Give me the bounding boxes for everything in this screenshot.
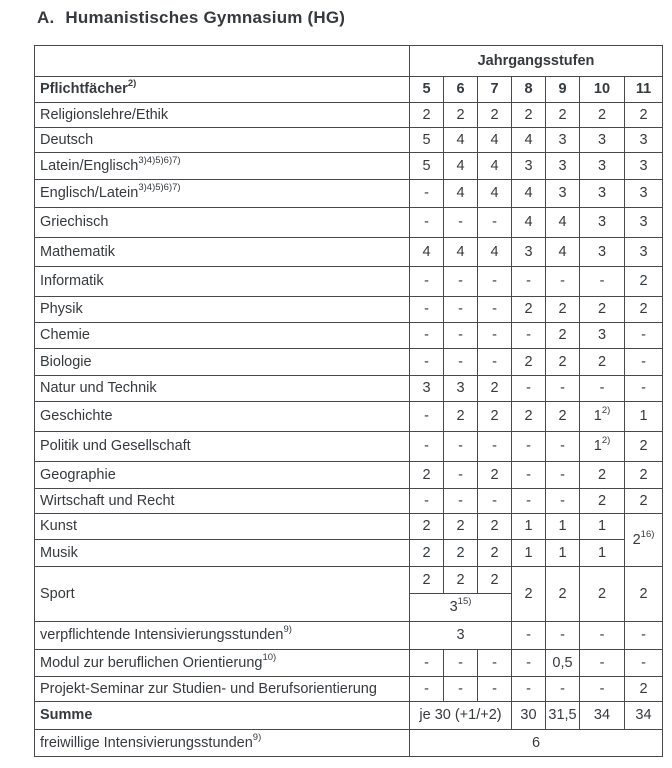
footnote-sup: 9) [283, 624, 292, 636]
footnote-sup: 9) [252, 731, 262, 743]
subject-label: verpflichtende Intensivierungsstunden$^{9)}$ [35, 622, 410, 650]
hours-cell: 2 [478, 462, 512, 489]
hours-cell: 2 [478, 540, 512, 567]
hours-cell: 4 [478, 153, 512, 180]
grade-header: 8 [512, 77, 546, 103]
hours-cell: 2 [512, 103, 546, 128]
hours-cell: - [512, 650, 546, 677]
hours-cell: 5 [410, 153, 444, 180]
hours-cell: - [410, 323, 444, 349]
hours-cell: 2 [546, 103, 580, 128]
hours-cell: 2 [580, 462, 625, 489]
hours-cell: 1 [546, 514, 580, 540]
grade-header: 7 [478, 77, 512, 103]
hours-cell: 2 [478, 376, 512, 402]
hours-cell: - [478, 650, 512, 677]
merged-hours-cell: je 30 (+1/+2) [410, 702, 512, 730]
table-row [35, 349, 663, 376]
hours-cell: - [410, 180, 444, 208]
hours-cell: 4 [512, 128, 546, 153]
subject-label: Deutsch [35, 128, 410, 153]
hours-cell: 3 [444, 376, 478, 402]
hours-cell: 2 [580, 103, 625, 128]
hours-cell: 2 [625, 489, 663, 514]
merged-hours-cell: 6 [410, 730, 663, 757]
hours-cell: - [444, 208, 478, 238]
table-row [35, 297, 663, 323]
grade-header: 6 [444, 77, 478, 103]
summe-label: Summe [35, 702, 410, 730]
hours-cell: - [512, 489, 546, 514]
merged-hours-cell: 2 [580, 567, 625, 622]
hours-cell: 30 [512, 702, 546, 730]
hours-cell: 2 [410, 514, 444, 540]
hours-cell: 2 [546, 349, 580, 376]
hours-cell: - [580, 622, 625, 650]
hours-cell: 3 [580, 128, 625, 153]
hours-cell: - [546, 432, 580, 462]
hours-cell: 2 [478, 567, 512, 594]
subject-label: Sport [35, 567, 410, 622]
hours-cell: - [444, 349, 478, 376]
hours-cell: 3 [625, 153, 663, 180]
hours-cell: - [625, 622, 663, 650]
subject-label: Geschichte [35, 402, 410, 432]
hours-cell: - [444, 323, 478, 349]
table-row [35, 323, 663, 349]
table-row-group-header [35, 46, 663, 77]
hours-cell: 2 [410, 567, 444, 594]
hours-cell: 31,5 [546, 702, 580, 730]
footnote-sup: 3)4)5)6)7) [138, 182, 181, 194]
hours-cell: 1$^{2)}$ [580, 402, 625, 432]
hours-cell: 4 [410, 238, 444, 267]
hours-cell: 3 [580, 180, 625, 208]
hours-cell: 3 [410, 376, 444, 402]
hours-cell: 4 [546, 208, 580, 238]
page-title [37, 8, 345, 28]
hours-cell: - [478, 323, 512, 349]
hours-cell: 3 [546, 180, 580, 208]
hours-cell: 3 [512, 153, 546, 180]
subject-label: freiwillige Intensivierungsstunden$^{9)}$ [35, 730, 410, 757]
hours-cell: 2 [580, 349, 625, 376]
hours-cell: - [625, 650, 663, 677]
hours-cell: - [580, 650, 625, 677]
hours-cell: - [444, 267, 478, 297]
curriculum-table [34, 45, 663, 757]
hours-cell: - [546, 622, 580, 650]
hours-cell: - [580, 677, 625, 702]
table-row-musik [35, 540, 663, 567]
footnote-sup: 2) [601, 405, 611, 417]
empty-corner-cell [35, 46, 410, 77]
hours-cell: - [444, 677, 478, 702]
hours-cell: 3 [580, 208, 625, 238]
hours-cell: - [546, 489, 580, 514]
table-row [35, 677, 663, 702]
hours-cell: 2 [512, 297, 546, 323]
hours-cell: - [410, 402, 444, 432]
hours-cell: - [478, 267, 512, 297]
hours-cell: - [512, 432, 546, 462]
table-row [35, 432, 663, 462]
hours-cell: - [444, 432, 478, 462]
table-row [35, 402, 663, 432]
hours-cell: 2 [512, 402, 546, 432]
subject-label: Biologie [35, 349, 410, 376]
hours-cell: 2 [625, 462, 663, 489]
subject-label: Mathematik [35, 238, 410, 267]
table-row-summe [35, 702, 663, 730]
footnote-sup: 10) [262, 651, 277, 663]
hours-cell: - [625, 349, 663, 376]
table-row [35, 153, 663, 180]
hours-cell: 2 [444, 540, 478, 567]
hours-cell: 4 [512, 208, 546, 238]
grade-header: 11 [625, 77, 663, 103]
hours-cell: - [625, 323, 663, 349]
hours-cell: 4 [444, 238, 478, 267]
hours-cell: - [478, 677, 512, 702]
hours-cell: - [546, 677, 580, 702]
hours-cell: - [580, 376, 625, 402]
hours-cell: 2 [546, 297, 580, 323]
hours-cell: 3 [580, 238, 625, 267]
hours-cell: - [444, 462, 478, 489]
hours-cell: - [478, 297, 512, 323]
hours-cell: 3 [546, 153, 580, 180]
table-row [35, 103, 663, 128]
table-row [35, 128, 663, 153]
hours-cell: 1 [580, 514, 625, 540]
table-row-kunst [35, 514, 663, 540]
hours-cell: 2 [512, 349, 546, 376]
merged-hours-cell: 3$^{15)}$ [410, 594, 512, 622]
hours-cell: 2 [625, 432, 663, 462]
hours-cell: 2 [478, 402, 512, 432]
table-row [35, 208, 663, 238]
hours-cell: 2 [580, 297, 625, 323]
table-row [35, 462, 663, 489]
title-prefix: A. [37, 8, 55, 27]
hours-cell: 2 [444, 402, 478, 432]
table-row-intensivierung-frei [35, 730, 663, 757]
subject-label: Griechisch [35, 208, 410, 238]
table-row [35, 238, 663, 267]
subject-label: Physik [35, 297, 410, 323]
subject-label: Politik und Gesellschaft [35, 432, 410, 462]
hours-cell: - [410, 297, 444, 323]
hours-cell: 1 [512, 514, 546, 540]
hours-cell: 4 [478, 180, 512, 208]
hours-cell: 0,5 [546, 650, 580, 677]
hours-cell: 2 [444, 103, 478, 128]
hours-cell: 2 [444, 567, 478, 594]
footnote-sup: 3)4)5)6)7) [138, 154, 181, 166]
hours-cell: 3 [546, 128, 580, 153]
subject-label: Projekt-Seminar zur Studien- und Berufsorientierung [35, 677, 410, 702]
hours-cell: - [625, 376, 663, 402]
table-row-grades-header [35, 77, 663, 103]
table-row [35, 650, 663, 677]
merged-hours-cell: 2 [625, 567, 663, 622]
subject-label: Modul zur beruflichen Orientierung$^{10)}$ [35, 650, 410, 677]
hours-cell: - [444, 650, 478, 677]
subject-label: Informatik [35, 267, 410, 297]
hours-cell: - [512, 677, 546, 702]
table-row-sport-top [35, 567, 663, 594]
hours-cell: 3 [625, 238, 663, 267]
hours-cell: - [478, 489, 512, 514]
footnote-sup: 2) [601, 435, 611, 447]
table-row [35, 180, 663, 208]
merged-hours-cell: 2 [546, 567, 580, 622]
hours-cell: - [444, 297, 478, 323]
subject-label: Englisch/Latein$^{3)4)5)6)7)}$ [35, 180, 410, 208]
hours-cell: 3 [512, 238, 546, 267]
hours-cell: 1 [512, 540, 546, 567]
hours-cell: 4 [444, 128, 478, 153]
footnote-sup: 2) [127, 78, 137, 90]
hours-cell: - [410, 349, 444, 376]
hours-cell: - [410, 208, 444, 238]
hours-cell: - [512, 622, 546, 650]
hours-cell: 2 [625, 677, 663, 702]
hours-cell: 2 [410, 540, 444, 567]
hours-cell: 3 [625, 128, 663, 153]
hours-cell: 3 [580, 153, 625, 180]
hours-cell: - [546, 462, 580, 489]
hours-cell: - [580, 267, 625, 297]
hours-cell: 2 [410, 103, 444, 128]
subject-label: Natur und Technik [35, 376, 410, 402]
group-header: Jahrgangsstufen [410, 46, 663, 77]
subject-label: Kunst [35, 514, 410, 540]
hours-cell: 4 [546, 238, 580, 267]
hours-cell: 2 [410, 462, 444, 489]
subject-label: Religionslehre/Ethik [35, 103, 410, 128]
merged-hours-cell: 3 [410, 622, 512, 650]
hours-cell: 4 [478, 238, 512, 267]
hours-cell: 3 [625, 180, 663, 208]
hours-cell: 2 [444, 514, 478, 540]
merged-hours-cell: 2 [512, 567, 546, 622]
hours-cell: 3 [625, 208, 663, 238]
table-row [35, 489, 663, 514]
hours-cell: 2 [546, 323, 580, 349]
hours-cell: - [546, 376, 580, 402]
hours-cell: 1 [580, 540, 625, 567]
hours-cell: - [478, 349, 512, 376]
merged-hours-cell: 2$^{16)}$ [625, 514, 663, 567]
hours-cell: 5 [410, 128, 444, 153]
hours-cell: 34 [580, 702, 625, 730]
table-row [35, 267, 663, 297]
plan-header-label: Pflichtfächer$^{2)}$ [35, 77, 410, 103]
hours-cell: 4 [444, 153, 478, 180]
hours-cell: - [512, 267, 546, 297]
grade-header: 9 [546, 77, 580, 103]
hours-cell: 2 [478, 514, 512, 540]
hours-cell: 1 [625, 402, 663, 432]
hours-cell: 2 [580, 489, 625, 514]
subject-label: Wirtschaft und Recht [35, 489, 410, 514]
subject-label: Musik [35, 540, 410, 567]
table-row-intensivierung-pflicht [35, 622, 663, 650]
grade-header: 10 [580, 77, 625, 103]
hours-cell: 2 [625, 297, 663, 323]
subject-label: Latein/Englisch$^{3)4)5)6)7)}$ [35, 153, 410, 180]
hours-cell: 4 [512, 180, 546, 208]
hours-cell: - [478, 208, 512, 238]
hours-cell: 4 [444, 180, 478, 208]
hours-cell: - [512, 462, 546, 489]
footnote-sup: 16) [640, 528, 655, 540]
hours-cell: - [410, 267, 444, 297]
hours-cell: - [546, 267, 580, 297]
hours-cell: - [478, 432, 512, 462]
hours-cell: - [512, 376, 546, 402]
hours-cell: 2 [478, 103, 512, 128]
hours-cell: 2 [625, 103, 663, 128]
subject-label: Geographie [35, 462, 410, 489]
hours-cell: - [512, 323, 546, 349]
hours-cell: - [410, 677, 444, 702]
subject-label: Chemie [35, 323, 410, 349]
hours-cell: 2 [625, 267, 663, 297]
hours-cell: 1 [546, 540, 580, 567]
table-row [35, 376, 663, 402]
hours-cell: - [410, 650, 444, 677]
title-text: Humanistisches Gymnasium (HG) [65, 8, 346, 27]
hours-cell: 34 [625, 702, 663, 730]
hours-cell: - [410, 489, 444, 514]
hours-cell: 2 [546, 402, 580, 432]
grade-header: 5 [410, 77, 444, 103]
footnote-sup: 15) [457, 596, 472, 608]
hours-cell: 4 [478, 128, 512, 153]
hours-cell: - [410, 432, 444, 462]
hours-cell: - [444, 489, 478, 514]
hours-cell: 1$^{2)}$ [580, 432, 625, 462]
hours-cell: 3 [580, 323, 625, 349]
